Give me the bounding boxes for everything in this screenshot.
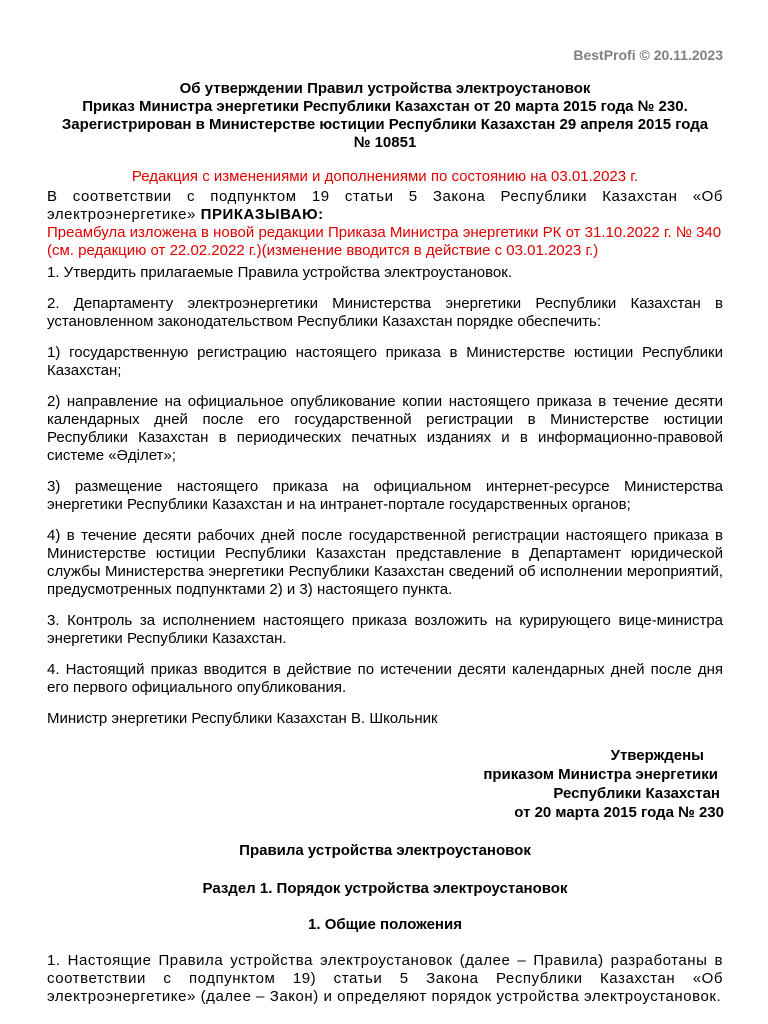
paragraph-2: 2. Департаменту электроэнергетики Министерства энергетики Республики Казахстан в установленном законодательством Республики Казахстан порядке обеспечить:: [47, 295, 723, 330]
approval-line-3: Республики Казахстан: [553, 785, 720, 802]
paragraph-1: 1. Утвердить прилагаемые Правила устройства электроустановок.: [47, 264, 512, 281]
document-body: [47, 168, 723, 1006]
paragraph-2-3: 3) размещение настоящего приказа на официальном интернет-ресурсе Министерства энергетики Республики Казахстан и на интранет-портале государственных органов;: [47, 478, 723, 513]
revision-note: Редакция с изменениями и дополнениями по состоянию на 03.01.2023 г.: [131, 168, 639, 185]
paragraph-2-1: 1) государственную регистрацию настоящего приказа в Министерстве юстиции Республики Казахстан;: [47, 344, 723, 379]
preamble-red-note: Преамбула изложена в новой редакции Приказа Министра энергетики РК от 31.10.2022 г. № 340 (см. редакцию от 22.02.2022 г.)(изменение вводится в действие с 03.01.2023 г.): [47, 224, 722, 259]
rules-title: Правила устройства электроустановок: [239, 842, 531, 859]
approval-line-4: от 20 марта 2015 года № 230: [514, 804, 724, 821]
title-line-1: Об утверждении Правил устройства электроустановок: [179, 80, 591, 97]
paragraph-2-2: 2) направление на официальное опубликование копии настоящего приказа в течение десяти календарных дней после его государственной регистрации в Министерстве юстиции Республики Казахстан в периодических печатных изданиях и в информационно-правовой системе «Әділет»;: [47, 393, 723, 464]
rules-paragraph-1: 1. Настоящие Правила устройства электроустановок (далее – Правила) разработаны в соответствии с подпунктом 19) статьи 5 Закона Республики Казахстан «Об электроэнергетике» (далее – Закон) и определяют порядок устройства электроустановок.: [47, 952, 723, 1005]
title-line-3: Зарегистрирован в Министерстве юстиции Республики Казахстан 29 апреля 2015 года: [61, 116, 709, 133]
approval-block: [47, 746, 723, 822]
watermark: BestProfi © 20.11.2023: [573, 47, 723, 63]
order-word: ПРИКАЗЫВАЮ:: [200, 206, 324, 223]
approval-line-2: приказом Министра энергетики: [483, 766, 718, 783]
chapter-title: 1. Общие положения: [308, 916, 462, 933]
minister-signature: Министр энергетики Республики Казахстан В. Школьник: [47, 710, 438, 727]
document-title: [47, 80, 723, 152]
paragraph-4: 4. Настоящий приказ вводится в действие по истечении десяти календарных дней после дня его первого официального опубликования.: [47, 661, 723, 696]
title-line-4: № 10851: [353, 134, 417, 151]
section-title: Раздел 1. Порядок устройства электроустановок: [202, 880, 568, 897]
paragraph-2-4: 4) в течение десяти рабочих дней после государственной регистрации настоящего приказа в Министерстве юстиции Республики Казахстан представление в Департамент юридической службы Министерства энергетики Республики Казахстан сведений об исполнении мероприятий, предусмотренных подпунктами 2) и 3) настоящего пункта.: [47, 527, 723, 598]
title-line-2: Приказ Министра энергетики Республики Казахстан от 20 марта 2015 года № 230.: [82, 98, 688, 115]
preamble: [47, 188, 723, 224]
approval-line-1: Утверждены: [610, 747, 704, 764]
paragraph-3: 3. Контроль за исполнением настоящего приказа возложить на курирующего вице-министра энергетики Республики Казахстан.: [47, 612, 723, 647]
preamble-text: В соответствии с подпунктом 19 статьи 5 Закона Республики Казахстан «Об электроэнергетике»: [47, 188, 723, 223]
